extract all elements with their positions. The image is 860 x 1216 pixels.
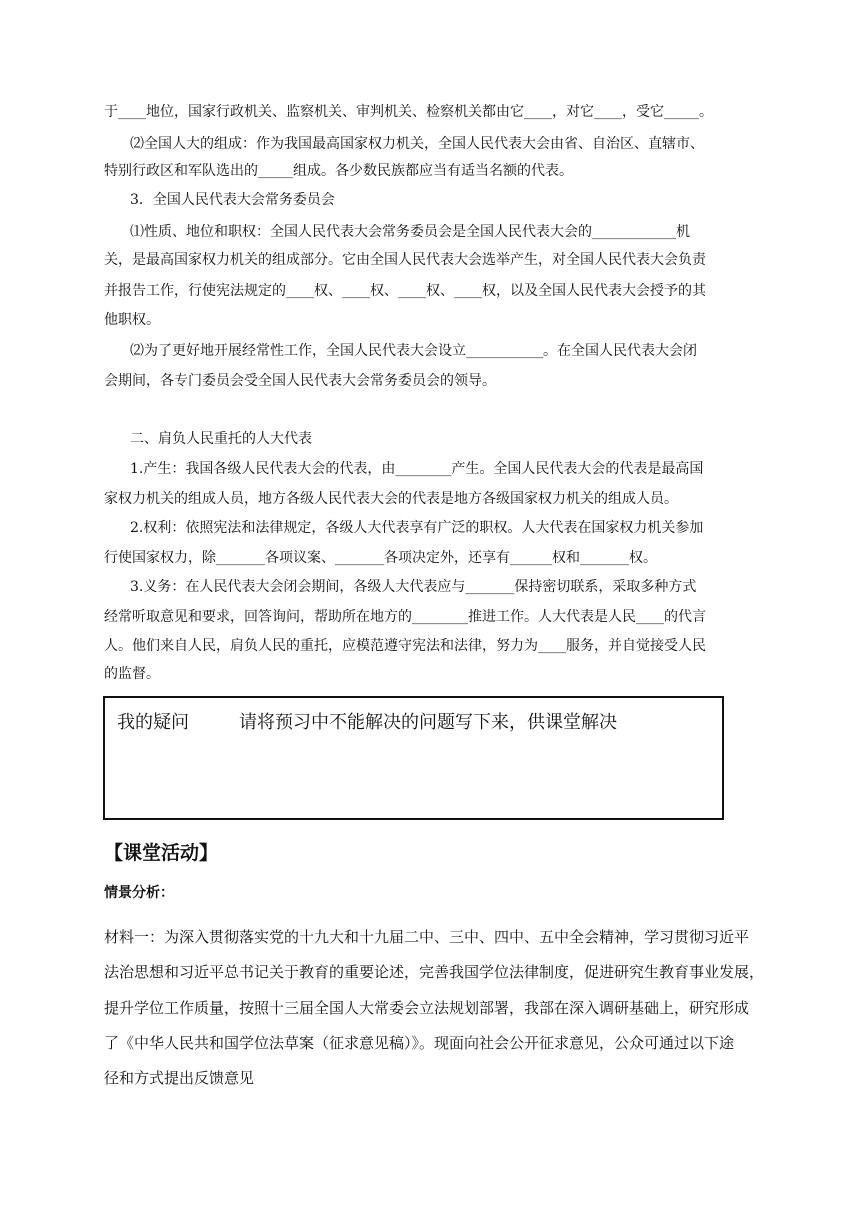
text-line: 经常听取意见和要求，回答询问，帮助所在地方的________推进工作。人大代表是人民____的代言 bbox=[104, 609, 706, 625]
text-line: ⑵全国人大的组成：作为我国最高国家权力机关，全国人民代表大会由省、自治区、直辖市、 bbox=[130, 136, 704, 152]
text-line: 1.产生：我国各级人民代表大会的代表，由________产生。全国人民代表大会的代表是最高国 bbox=[130, 461, 704, 477]
text-line: ⑵为了更好地开展经常性工作，全国人民代表大会设立___________。在全国人民代表大会闭 bbox=[130, 343, 697, 359]
section-title: 【课堂活动】 bbox=[104, 842, 219, 864]
text-line: 3．全国人民代表大会常务委员会 bbox=[130, 192, 335, 208]
question-box-label: 我的疑问 bbox=[117, 712, 189, 733]
material-line: 提升学位工作质量，按照十三届全国人大常委会立法规划部署，我部在深入调研基础上，研究形成 bbox=[104, 999, 750, 1017]
text-line: 于____地位，国家行政机关、监察机关、审判机关、检察机关都由它____，对它____，受它_____。 bbox=[104, 104, 713, 120]
text-line: 3.义务：在人民代表大会闭会期间，各级人大代表应与_______保持密切联系，采取多种方式 bbox=[130, 579, 697, 595]
material-line: 了《中华人民共和国学位法草案（征求意见稿）》。现面向社会公开征求意见，公众可通过以下途 bbox=[104, 1034, 735, 1052]
sub-title: 情景分析： bbox=[104, 885, 174, 901]
material-line: 法治思想和习近平总书记关于教育的重要论述，完善我国学位法律制度，促进研究生教育事业发展， bbox=[104, 963, 765, 981]
material-line: 材料一：为深入贯彻落实党的十九大和十九届二中、三中、四中、五中全会精神，学习贯彻习近平 bbox=[104, 928, 750, 946]
section-heading: 二、肩负人民重托的人大代表 bbox=[130, 431, 312, 447]
text-line: 会期间，各专门委员会受全国人民代表大会常务委员会的领导。 bbox=[104, 373, 496, 389]
text-line: 他职权。 bbox=[104, 312, 160, 328]
question-box[interactable] bbox=[103, 696, 724, 820]
material-line: 径和方式提出反馈意见 bbox=[104, 1069, 255, 1087]
text-line: 2.权利：依照宪法和法律规定，各级人大代表享有广泛的职权。人大代表在国家权力机关参加 bbox=[130, 520, 704, 536]
text-line: 行使国家权力，除_______各项议案、_______各项决定外，还享有______权和_______权。 bbox=[104, 550, 657, 566]
text-line: 特别行政区和军队选出的_____组成。各少数民族都应当有适当名额的代表。 bbox=[104, 163, 573, 179]
text-line: 家权力机关的组成人员，地方各级人民代表大会的代表是地方各级国家权力机关的组成人员。 bbox=[104, 491, 678, 507]
text-line: 关，是最高国家权力机关的组成部分。它由全国人民代表大会选举产生，对全国人民代表大会负责 bbox=[104, 252, 706, 268]
text-line: 并报告工作，行使宪法规定的____权、____权、____权、____权，以及全国人民代表大会授予的其 bbox=[104, 283, 706, 299]
question-box-hint: 请将预习中不能解决的问题写下来，供课堂解决 bbox=[239, 712, 617, 733]
text-line: 人。他们来自人民，肩负人民的重托，应模范遵守宪法和法律，努力为____服务，并自觉接受人民 bbox=[104, 638, 706, 654]
text-line: ⑴性质、地位和职权：全国人民代表大会常务委员会是全国人民代表大会的____________机 bbox=[130, 224, 690, 240]
text-line: 的监督。 bbox=[104, 666, 160, 682]
